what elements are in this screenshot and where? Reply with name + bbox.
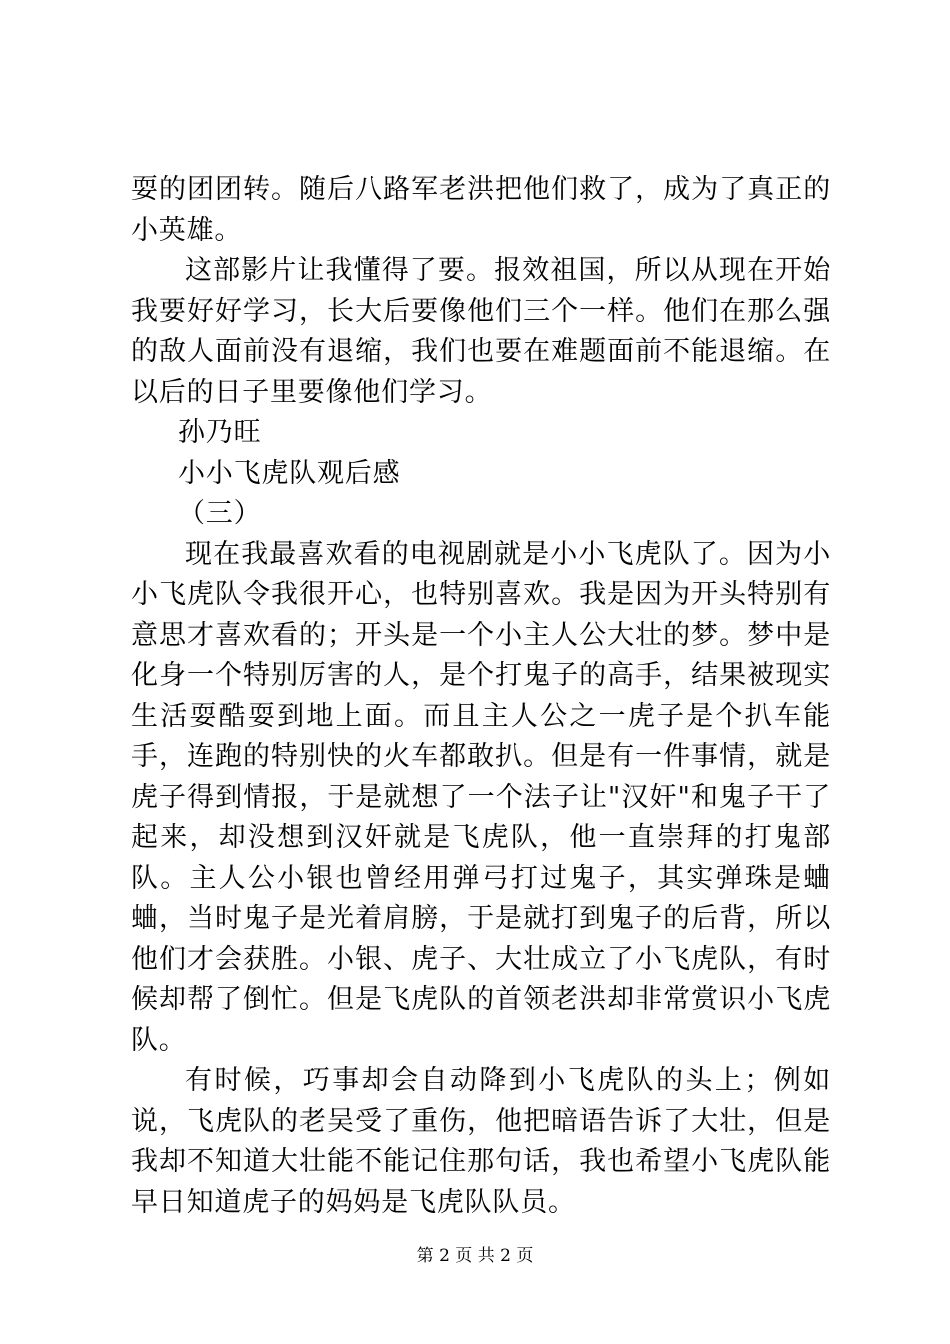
paragraph-body: 现在我最喜欢看的电视剧就是小小飞虎队了。因为小小飞虎队令我很开心，也特别喜欢。我是因为开头特别有意思才喜欢看的；开头是一个小主人公大壮的梦。梦中是化身一个特别厉害的人，是个打鬼子的高手，结果被现实生活耍酷耍到地上面。而且主人公之一虎子是个扒车能手，连跑的特别快的火车都敢扒。但是有一件事情，就是虎子得到情报，于是就想了一个法子让"汉奸"和鬼子干了起来，却没想到汉奸就是飞虎队，他一直崇拜的打鬼部队。主人公小银也曾经用弹弓打过鬼子，其实弹珠是蛐蛐，当时鬼子是光着肩膀，于是就打到鬼子的后背，所以他们才会获胜。小银、虎子、大壮成立了小飞虎队，有时候却帮了倒忙。但是飞虎队的首领老洪却非常赏识小飞虎队。 xyxy=(131,538,831,1056)
paragraph-continuation: 耍的团团转。随后八路军老洪把他们救了，成为了真正的小英雄。 xyxy=(131,174,831,246)
page-footer: 第 2 页 共 2 页 xyxy=(416,1246,534,1266)
paragraph-closing: 有时候，巧事却会自动降到小飞虎队的头上；例如说，飞虎队的老吴受了重伤，他把暗语告诉了大壮，但是我却不知道大壮能不能记住那句话，我也希望小飞虎队能早日知道虎子的妈妈是飞虎队队员。 xyxy=(131,1065,831,1218)
document-body xyxy=(131,170,831,1223)
paragraph-reflection: 这部影片让我懂得了要。报效祖国，所以从现在开始我要好好学习，长大后要像他们三个一样。他们在那么强的敌人面前没有退缩，我们也要在难题面前不能退缩。在以后的日子里要像他们学习。 xyxy=(131,255,831,408)
author-name: 孙乃旺 xyxy=(178,417,262,448)
section-number: （三） xyxy=(178,498,262,529)
essay-title: 小小飞虎队观后感 xyxy=(178,457,401,489)
